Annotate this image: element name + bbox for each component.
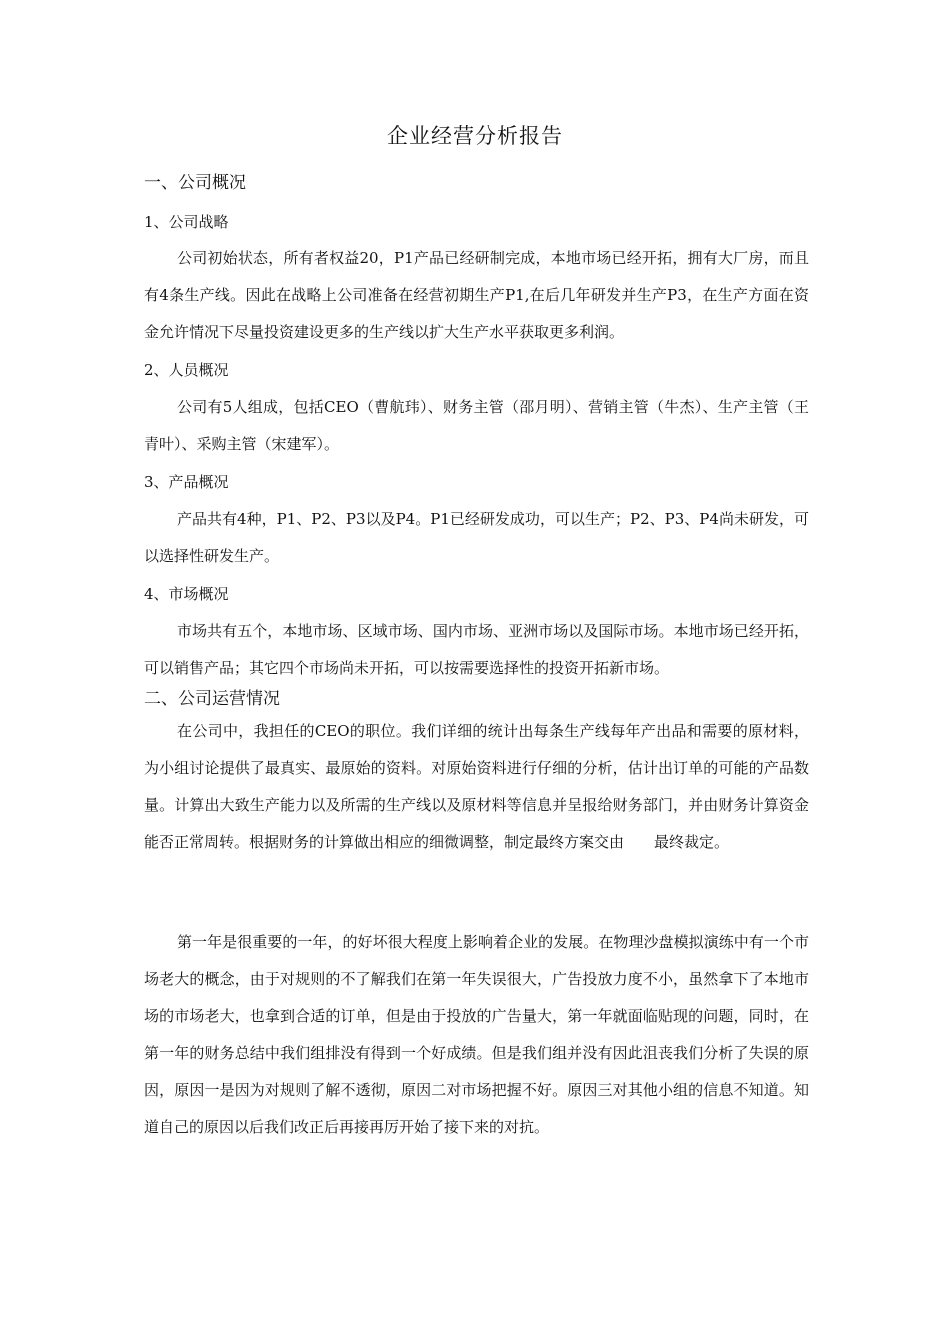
paragraph-ceo-role: 在公司中，我担任的CEO的职位。我们详细的统计出每条生产线每年产出品和需要的原材料，为小组讨论提供了最真实、最原始的资料。对原始资料进行仔细的分析，估计出订单的可能的产品数量。计算出大致生产能力以及所需的生产线以及原材料等信息并呈报给财务部门，并由财务计算资金能否正常周转。根据财务的计算做出相应的细微调整，制定最终方案交由 最终裁定。 <box>144 722 809 851</box>
paragraph-personnel: 公司有5人组成，包括CEO（曹航玮）、财务主管（邵月明）、营销主管（牛杰）、生产主管（王青叶）、采购主管（宋建军）。 <box>144 398 809 453</box>
subheading-strategy: 1、公司战略 <box>144 213 229 231</box>
paragraph-strategy: 公司初始状态，所有者权益20，P1产品已经研制完成，本地市场已经开拓，拥有大厂房，而且有4条生产线。因此在战略上公司准备在经营初期生产P1,在后几年研发并生产P3，在生产方面在资金允许情况下尽量投资建设更多的生产线以扩大生产水平获取更多利润。 <box>144 249 809 341</box>
paragraph-first-year: 第一年是很重要的一年，的好坏很大程度上影响着企业的发展。在物理沙盘模拟演练中有一个市场老大的概念，由于对规则的不了解我们在第一年失误很大，广告投放力度不小，虽然拿下了本地市场的市场老大，也拿到合适的订单，但是由于投放的广告量大，第一年就面临贴现的问题，同时，在第一年的财务总结中我们组排没有得到一个好成绩。但是我们组并没有因此沮丧我们分析了失误的原因，原因一是因为对规则了解不透彻，原因二对市场把握不好。原因三对其他小组的信息不知道。知道自己的原因以后我们改正后再接再厉开始了接下来的对抗。 <box>144 933 809 1136</box>
section-heading-overview: 一、公司概况 <box>144 173 246 193</box>
document-title: 企业经营分析报告 <box>387 124 563 148</box>
section-heading-operations: 二、公司运营情况 <box>144 689 280 709</box>
subheading-market: 4、市场概况 <box>144 585 229 603</box>
paragraph-products: 产品共有4种，P1、P2、P3以及P4。P1已经研发成功，可以生产；P2、P3、P4尚未研发，可以选择性研发生产。 <box>144 510 809 565</box>
subheading-personnel: 2、人员概况 <box>144 361 229 379</box>
paragraph-market: 市场共有五个，本地市场、区域市场、国内市场、亚洲市场以及国际市场。本地市场已经开拓，可以销售产品；其它四个市场尚未开拓，可以按需要选择性的投资开拓新市场。 <box>144 622 809 677</box>
subheading-products: 3、产品概况 <box>144 473 229 491</box>
